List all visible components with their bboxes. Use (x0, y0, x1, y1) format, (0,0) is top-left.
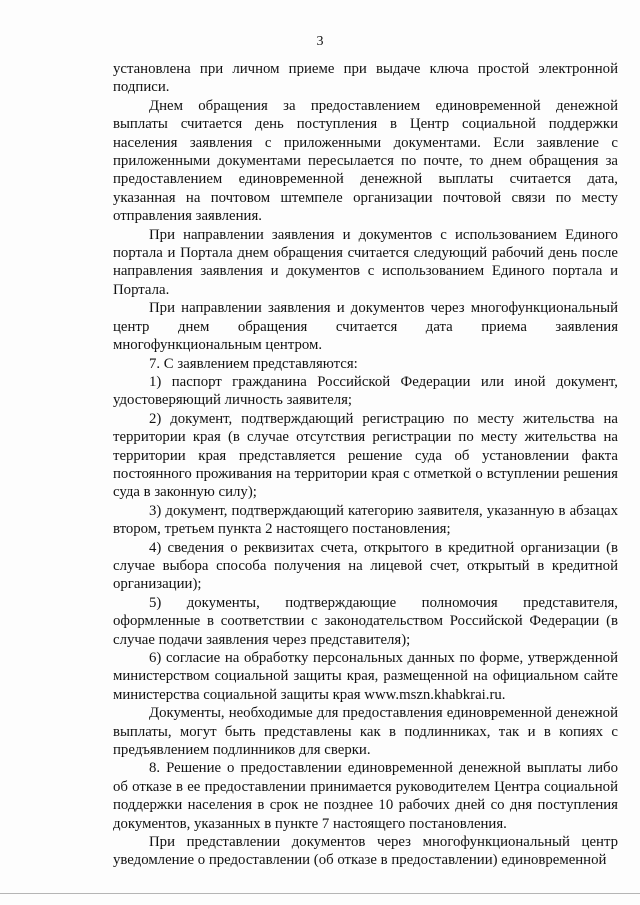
list-item-5: 5) документы, подтверждающие полномочия представителя, оформленные в соответствии с законодательством Российской Федерации (в случае подачи заявления через представителя); (113, 594, 618, 648)
paragraph-documents-originals: Документы, необходимые для предоставления единовременной денежной выплаты, могут быть представлены как в подлинниках, так и в копиях с предъявлением подлинников для сверки. (113, 705, 618, 759)
list-item-6: 6) согласие на обработку персональных данных по форме, утвержденной министерством социальной защиты края, размещенной на официальном сайте министерства социальной защиты края www.mszn.khabkrai.ru. (113, 650, 618, 703)
page-number: 3 (316, 34, 324, 49)
list-item-1: 1) паспорт гражданина Российской Федерации или иной документ, удостоверяющий личность заявителя; (113, 373, 618, 409)
paragraph-portal-submission: При направлении заявления и документов с использованием Единого портала и Портала днем обращения считается следующий рабочий день после направления заявления и документов с использованием Единого портала и Портала. (113, 226, 618, 298)
document-body (113, 60, 618, 870)
scan-edge-line (0, 893, 640, 894)
list-item-2: 2) документ, подтверждающий регистрацию по месту жительства на территории края (в случае отсутствия регистрации по месту жительства на территории края представляется решение суда об установлении факта постоянного проживания на территории края с отметкой о вступлении решения суда в законную силу); (113, 410, 618, 501)
paragraph-section-8: 8. Решение о предоставлении единовременной денежной выплаты либо об отказе в ее предоставлении принимается руководителем Центра социальной поддержки населения в срок не позднее 10 рабочих дней со дня поступления документов, указанных в пункте 7 настоящего постановления. (113, 760, 618, 832)
paragraph-section-7-heading: 7. С заявлением представляются: (149, 355, 358, 372)
paragraph-continuation: установлена при личном приеме при выдаче ключа простой электронной подписи. (113, 61, 618, 96)
paragraph-appeal-day: Днем обращения за предоставлением единовременной денежной выплаты считается день поступления в Центр социальной поддержки населения заявления с приложенными документами. Если заявление с приложенными документами пересылается по почте, то днем обращения за предоставлением единовременной денежной выплаты считается дата, указанная на почтовом штемпеле организации почтовой связи по месту отправления заявления. (113, 97, 618, 225)
paragraph-mfc-submission: При направлении заявления и документов через многофункциональный центр днем обращения считается дата приема заявления многофункциональным центром. (113, 300, 618, 354)
paragraph-mfc-notification: При представлении документов через многофункциональный центр уведомление о предоставлении (об отказе в предоставлении) единовременной (113, 834, 618, 869)
list-item-4: 4) сведения о реквизитах счета, открытого в кредитной организации (в случае выбора способа получения на лицевой счет, открытый в кредитной организации); (113, 539, 618, 593)
list-item-3: 3) документ, подтверждающий категорию заявителя, указанную в абзацах втором, третьем пункта 2 настоящего постановления; (113, 502, 618, 538)
